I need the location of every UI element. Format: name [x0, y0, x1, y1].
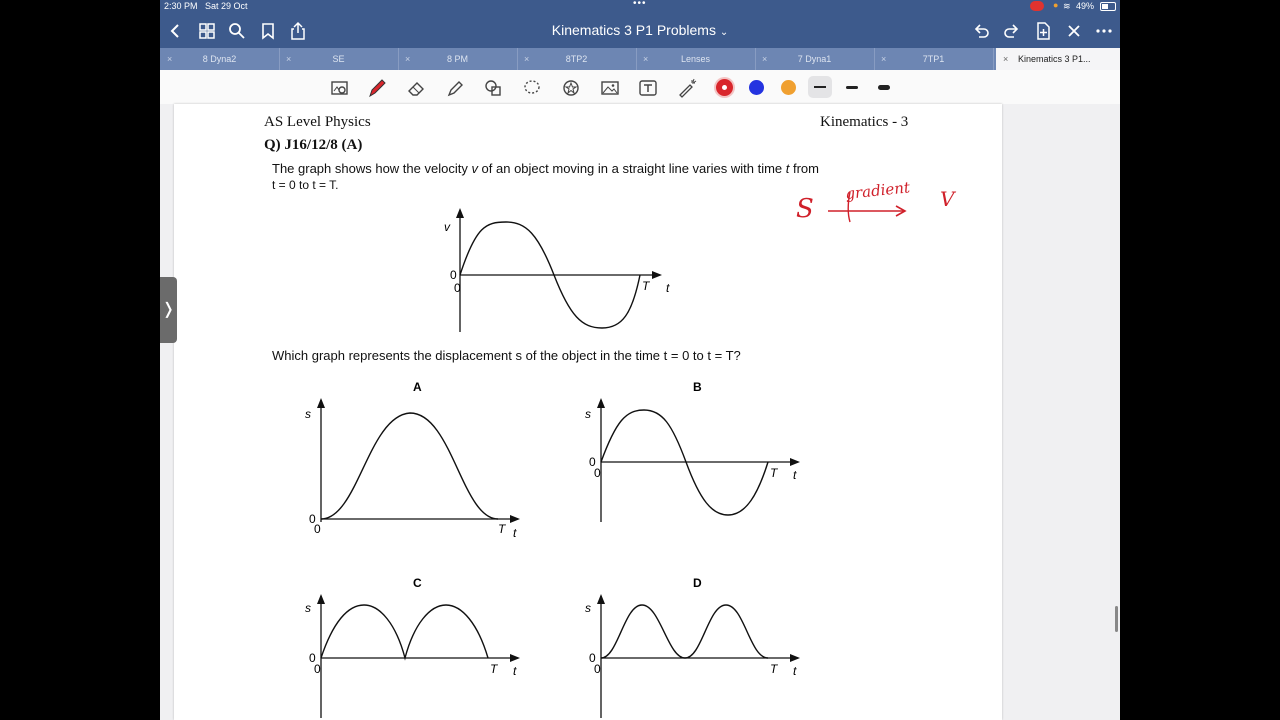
- tab-close-icon[interactable]: ×: [762, 54, 768, 64]
- redo-icon[interactable]: [1002, 21, 1022, 41]
- tab-7tp1[interactable]: [874, 48, 994, 70]
- stroke-medium-button[interactable]: [840, 76, 864, 98]
- multitask-dots-icon[interactable]: •••: [633, 0, 647, 9]
- tab-label: Kinematics 3 P1...: [1018, 54, 1091, 64]
- pen-icon[interactable]: [367, 78, 387, 98]
- scrollbar-thumb[interactable]: [1115, 606, 1118, 632]
- question-id: Q) J16/12/8 (A): [264, 137, 363, 153]
- prompt-var-v: v: [471, 161, 478, 176]
- tab-close-icon[interactable]: ×: [524, 54, 530, 64]
- s-axis-label: s: [585, 407, 591, 421]
- tab-label: 8 PM: [446, 54, 468, 64]
- question-prompt-line2: t = 0 to t = T.: [272, 178, 339, 192]
- origin-x-label: 0: [594, 466, 601, 480]
- T-label: T: [490, 662, 498, 676]
- origin-x-label: 0: [594, 662, 601, 676]
- option-a-curve: [321, 413, 498, 519]
- annotation-gradient: gradient: [844, 178, 911, 203]
- lasso-icon[interactable]: [522, 78, 542, 98]
- option-a-label: A: [413, 380, 422, 394]
- option-c-curve: [321, 605, 488, 658]
- color-swatch-red[interactable]: [716, 79, 733, 96]
- tab-close-icon[interactable]: ×: [881, 54, 887, 64]
- prompt-text: The graph shows how the velocity: [272, 161, 472, 176]
- tab-8-dyna2[interactable]: [160, 48, 280, 70]
- question-prompt-line1: [272, 161, 819, 176]
- wifi-icon: ≋: [1063, 1, 1071, 11]
- option-d-label: D: [693, 576, 702, 590]
- sticker-icon[interactable]: [561, 78, 581, 98]
- document-canvas[interactable]: [160, 104, 1120, 720]
- velocity-graph: [436, 204, 676, 336]
- tab-8tp2[interactable]: [517, 48, 637, 70]
- sidebar-toggle-handle[interactable]: ❭: [160, 277, 177, 343]
- laser-icon[interactable]: [677, 78, 697, 98]
- status-time: 2:30 PM: [164, 1, 198, 11]
- option-c-label: C: [413, 576, 422, 590]
- highlighter-icon[interactable]: [445, 78, 465, 98]
- origin-x-label: 0: [314, 522, 321, 536]
- tab-label: 8 Dyna2: [202, 54, 237, 64]
- chevron-down-icon: ⌄: [719, 27, 729, 38]
- tab-close-icon[interactable]: ×: [405, 54, 411, 64]
- T-label: T: [770, 662, 778, 676]
- origin-y-label: 0: [309, 651, 316, 665]
- t-axis-label: t: [793, 468, 797, 482]
- tab-kinematics-3[interactable]: [996, 48, 1120, 70]
- document-title-text: Kinematics 3 P1 Problems: [551, 22, 716, 38]
- t-axis-label: t: [513, 526, 517, 540]
- tab-label: 8TP2: [565, 54, 588, 64]
- prompt-text: of an object moving in a straight line varies with time: [477, 161, 786, 176]
- header-right: Kinematics - 3: [820, 114, 909, 130]
- tab-bar: [160, 48, 1120, 70]
- app-window: [160, 0, 1120, 720]
- tab-label: Lenses: [680, 54, 711, 64]
- mic-indicator-icon: ●: [1053, 0, 1059, 10]
- recording-icon: [1030, 1, 1044, 11]
- t-axis-label: t: [793, 664, 797, 678]
- origin-y-label: 0: [589, 455, 596, 469]
- shapes-icon[interactable]: [483, 78, 503, 98]
- tab-lenses[interactable]: [636, 48, 756, 70]
- option-d-graph[interactable]: [578, 572, 818, 720]
- v-axis-label: v: [444, 220, 450, 234]
- t-axis-label: t: [513, 664, 517, 678]
- more-icon[interactable]: [1094, 21, 1114, 41]
- tab-label: 7 Dyna1: [797, 54, 832, 64]
- battery-percent: 49%: [1076, 1, 1095, 11]
- tab-label: 7TP1: [922, 54, 945, 64]
- t-axis-label: t: [666, 281, 670, 295]
- stroke-thin-button[interactable]: [808, 76, 832, 98]
- option-d-curve: [601, 605, 768, 658]
- s-axis-label: s: [305, 407, 311, 421]
- prompt-text: from: [789, 161, 819, 176]
- origin-x-label: 0: [314, 662, 321, 676]
- T-label: T: [642, 279, 650, 293]
- tab-close-icon[interactable]: ×: [167, 54, 173, 64]
- image-icon[interactable]: [600, 78, 620, 98]
- header-left: AS Level Physics: [264, 114, 371, 130]
- question-2-text: Which graph represents the displacement s of the object in the time t = 0 to t = T?: [272, 348, 741, 363]
- tab-close-icon[interactable]: ×: [643, 54, 649, 64]
- tab-se[interactable]: [279, 48, 399, 70]
- tab-label: SE: [332, 54, 345, 64]
- color-swatch-orange[interactable]: [781, 80, 796, 95]
- option-a-graph[interactable]: [298, 376, 538, 544]
- tab-close-icon[interactable]: ×: [286, 54, 292, 64]
- origin-x-label: 0: [454, 281, 461, 295]
- option-b-label: B: [693, 380, 702, 394]
- eraser-icon[interactable]: [406, 78, 426, 98]
- handwritten-annotation[interactable]: [792, 176, 972, 226]
- battery-icon: [1100, 2, 1116, 11]
- undo-icon[interactable]: [971, 21, 991, 41]
- T-label: T: [498, 522, 506, 536]
- T-label: T: [770, 466, 778, 480]
- add-page-icon[interactable]: [1033, 21, 1053, 41]
- annotation-s: S: [796, 194, 814, 224]
- stroke-thick-button[interactable]: [872, 76, 896, 98]
- lasso-zoom-icon[interactable]: [330, 78, 350, 98]
- option-c-graph[interactable]: [298, 572, 538, 720]
- option-b-graph[interactable]: [578, 376, 818, 544]
- origin-y-label: 0: [309, 512, 316, 526]
- status-date: Sat 29 Oct: [205, 1, 248, 11]
- prompt-var-t: t: [785, 161, 790, 176]
- origin-y-label: 0: [589, 651, 596, 665]
- tab-8-pm[interactable]: [398, 48, 518, 70]
- origin-y-label: 0: [450, 268, 457, 282]
- s-axis-label: s: [305, 601, 311, 615]
- nav-bar: [160, 13, 1120, 48]
- annotation-v: V: [940, 187, 955, 211]
- text-icon[interactable]: [638, 78, 658, 98]
- close-icon[interactable]: [1064, 21, 1084, 41]
- s-axis-label: s: [585, 601, 591, 615]
- annotation-toolbar: [160, 70, 1120, 105]
- color-swatch-blue[interactable]: [749, 80, 764, 95]
- document-page[interactable]: [174, 104, 1002, 720]
- tab-close-icon[interactable]: ×: [1003, 54, 1009, 64]
- tab-7-dyna1[interactable]: [755, 48, 875, 70]
- status-bar: [160, 0, 1120, 13]
